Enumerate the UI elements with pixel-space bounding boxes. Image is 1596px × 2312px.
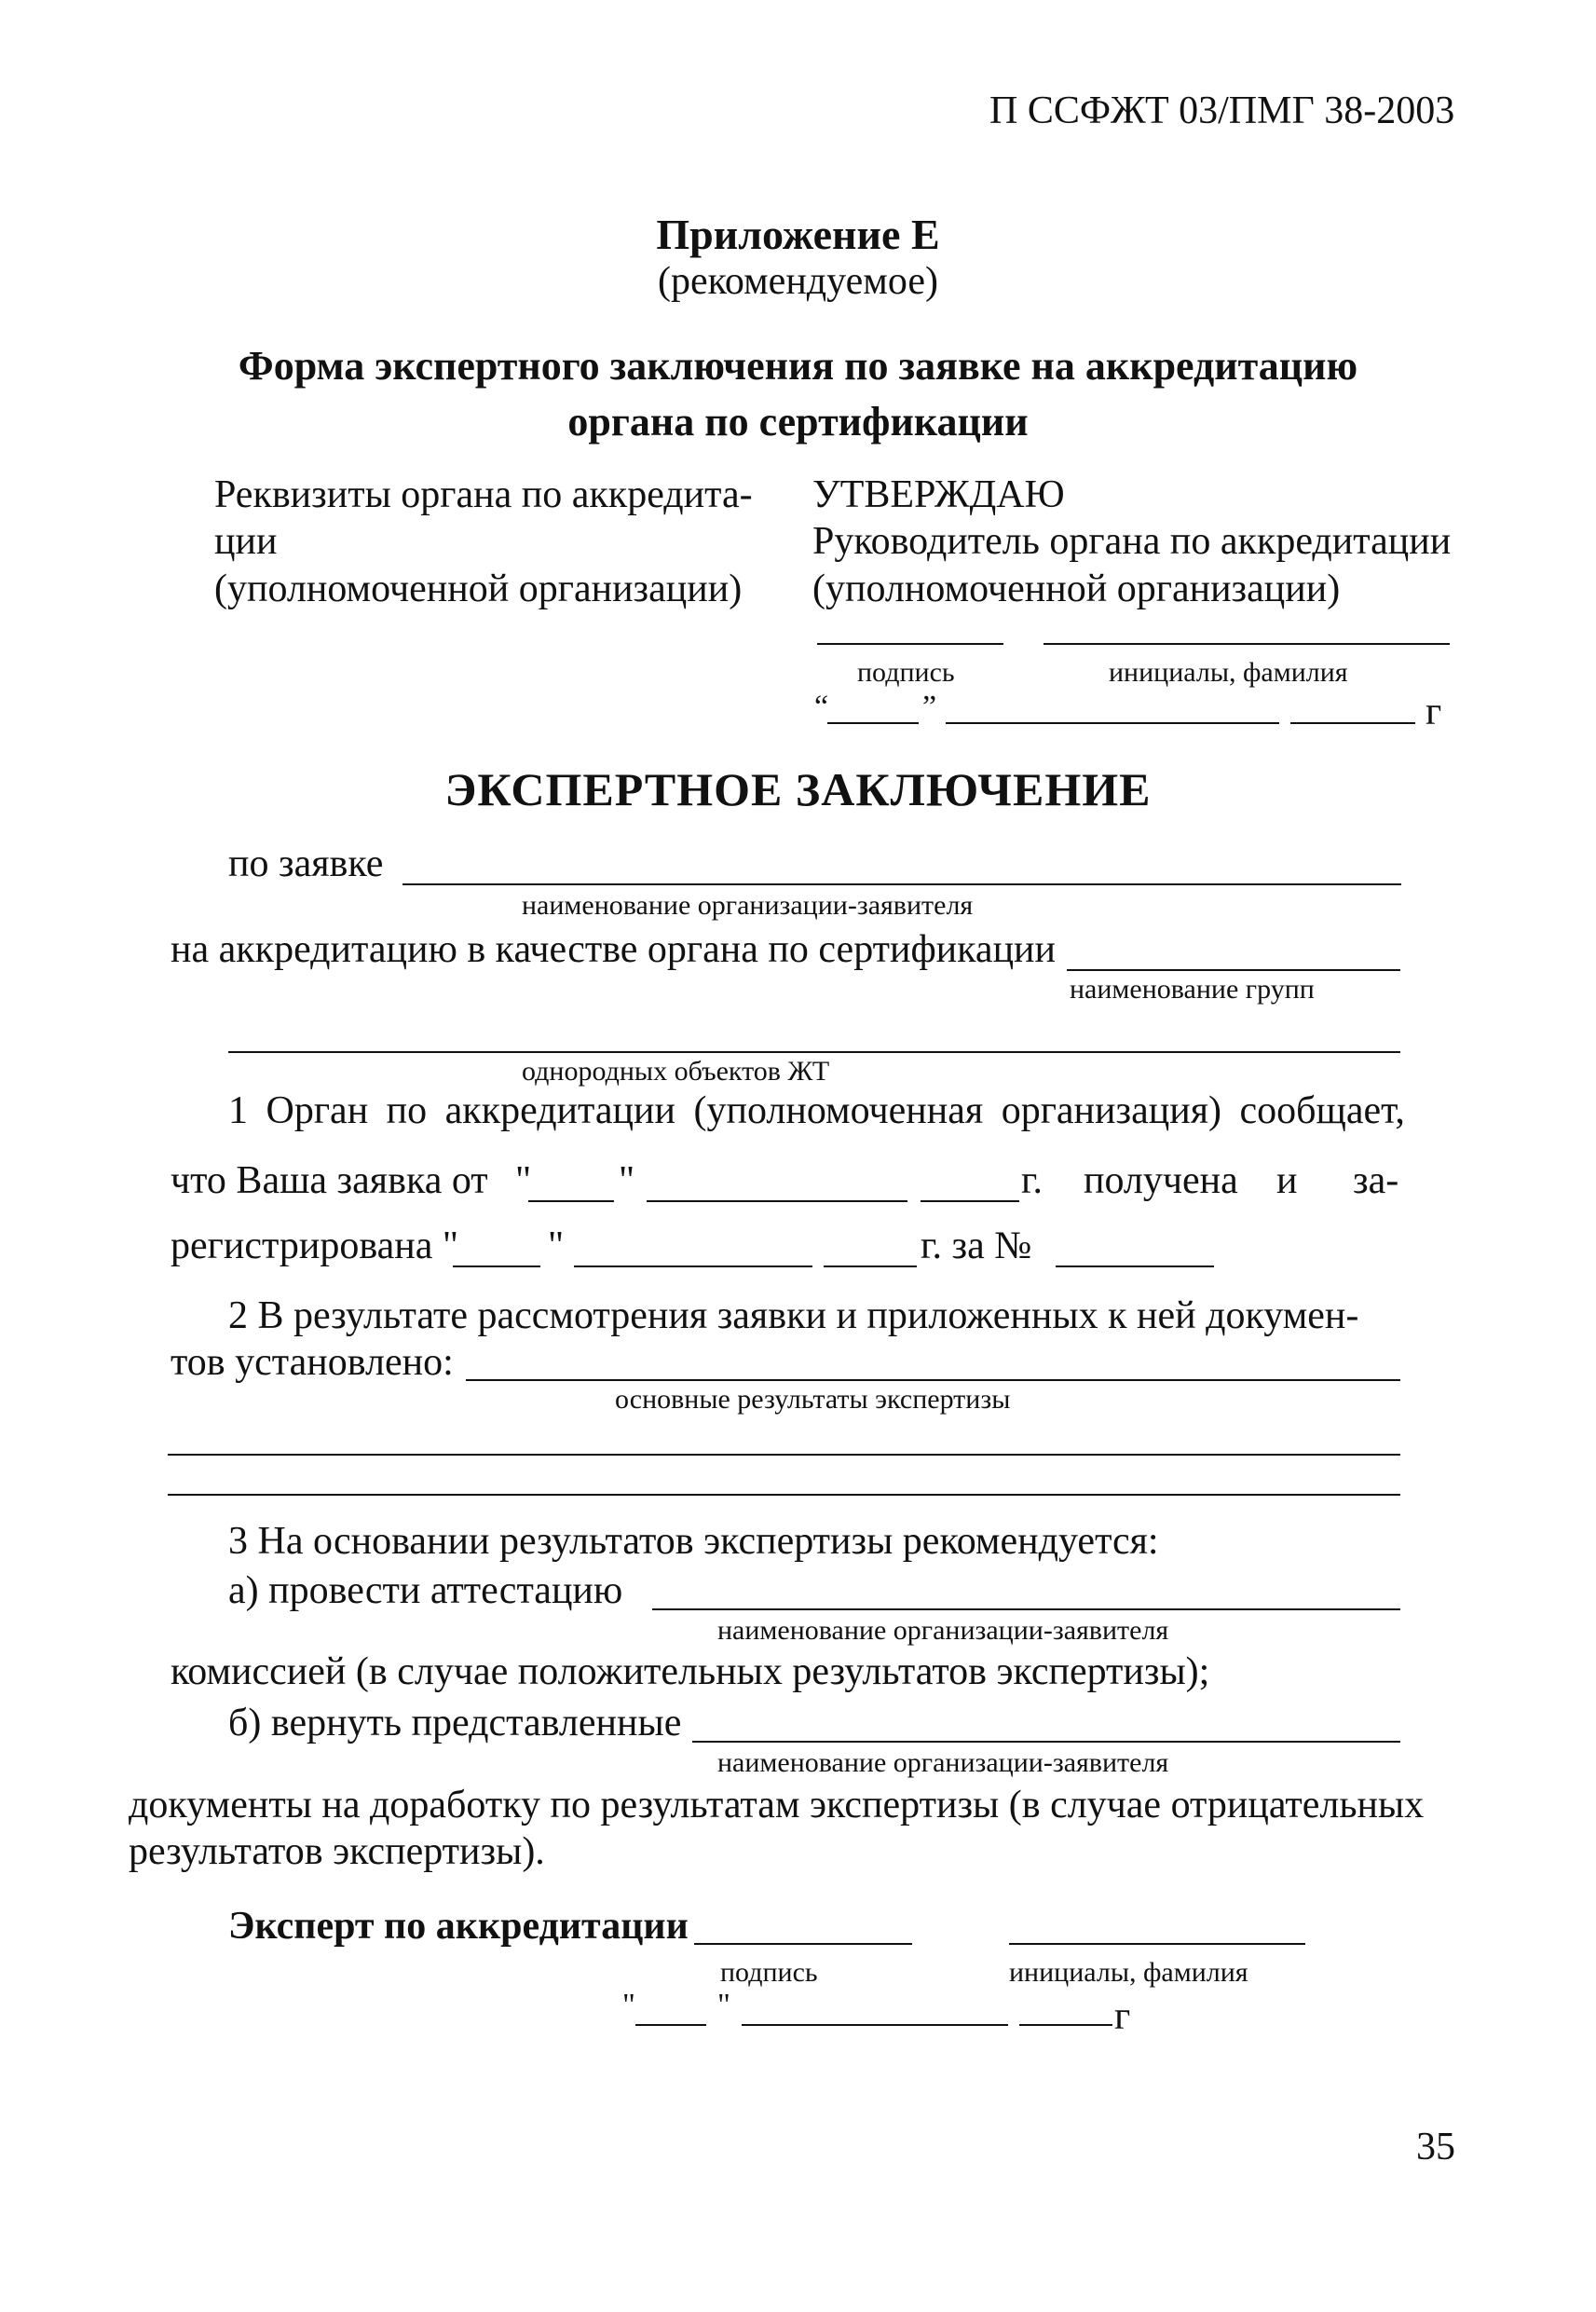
expert-date-quote-close: "	[717, 1988, 730, 2022]
caption-org-2: наименование организации-заявителя	[717, 1615, 1169, 1646]
main-title: ЭКСПЕРТНОЕ ЗАКЛЮЧЕНИЕ	[444, 763, 1152, 815]
form-title-line-2: органа по сертификации	[567, 399, 1029, 445]
p1-reg-number-field[interactable]	[1056, 1265, 1214, 1267]
p3-b-org-field[interactable]	[692, 1741, 1400, 1743]
groups-field[interactable]	[1067, 969, 1400, 971]
expert-date-year-field[interactable]	[1019, 2024, 1112, 2026]
p2-results-field-2[interactable]	[168, 1454, 1400, 1456]
expert-name-field[interactable]	[1009, 1943, 1305, 1945]
approve-signature-line	[817, 643, 1003, 645]
p1-reg-month-field[interactable]	[574, 1265, 812, 1267]
annex-subtitle: (рекомендуемое)	[658, 260, 938, 303]
p1-date-quote-open: "	[515, 1159, 532, 1202]
approve-date-quote-close: ”	[922, 690, 937, 724]
p3-a-continuation: комиссией (в случае положительных результатов экспертизы);	[171, 1650, 1210, 1693]
p2-results-field[interactable]	[466, 1379, 1400, 1381]
caption-objects: однородных объектов ЖТ	[522, 1056, 830, 1087]
expert-year-suffix: г	[1114, 1995, 1131, 2038]
approve-year-suffix: г	[1425, 691, 1442, 733]
requisites-line-1: Реквизиты органа по аккредита-	[214, 473, 753, 516]
approve-name-caption: инициалы, фамилия	[1109, 657, 1348, 688]
p1-line-1: 1 Орган по аккредитации (уполномоченная организация) сообщает,	[228, 1089, 1405, 1132]
approve-line-2: Руководитель органа по аккредитации	[812, 520, 1452, 563]
annex-title: Приложение Е	[656, 211, 940, 258]
expert-signature-caption: подпись	[720, 1957, 818, 1988]
p1-reg-day-field[interactable]	[453, 1265, 540, 1267]
page-number: 35	[1416, 2126, 1455, 2168]
document-code: П ССФЖТ 03/ПМГ 38-2003	[989, 89, 1455, 132]
p3-a-org-field[interactable]	[652, 1608, 1400, 1610]
p2-line-2: тов установлено:	[171, 1341, 454, 1384]
on-request-label: по заявке	[228, 842, 384, 885]
expert-label: Эксперт по аккредитации	[228, 1905, 689, 1948]
p2-line-1: 2 В результате рассмотрения заявки и приложенных к ней докумен-	[228, 1294, 1359, 1337]
p1-and: и	[1276, 1159, 1298, 1202]
approve-date-month-line	[946, 722, 1279, 724]
approve-name-line	[1044, 643, 1450, 645]
p1-date-day-field[interactable]	[528, 1200, 614, 1202]
p3-b-text: б) вернуть представленные	[228, 1702, 682, 1744]
p2-results-field-3[interactable]	[168, 1494, 1400, 1496]
p1-date-year-field[interactable]	[921, 1200, 1019, 1202]
expert-signature-field[interactable]	[694, 1943, 912, 1945]
caption-applicant-org: наименование организации-заявителя	[522, 890, 974, 921]
p1-reg-year-field[interactable]	[824, 1265, 917, 1267]
approve-signature-caption: подпись	[857, 657, 955, 688]
applicant-org-field[interactable]	[402, 883, 1401, 885]
accreditation-line-text: на аккредитацию в качестве органа по сертификации	[171, 928, 1057, 971]
approve-date-quote-open: “	[814, 690, 829, 724]
caption-results: основные результаты экспертизы	[615, 1384, 1011, 1415]
p3-b-continuation-1: документы на доработку по результатам экспертизы (в случае отрицательных	[129, 1784, 1425, 1826]
caption-org-3: наименование организации-заявителя	[717, 1747, 1169, 1778]
p1-line-3-text: регистрирована "	[171, 1224, 459, 1267]
requisites-line-3: (уполномоченной организации)	[214, 568, 743, 610]
groups-field-cont[interactable]	[228, 1051, 1400, 1053]
p1-line-2-text: что Ваша заявка от	[171, 1159, 488, 1202]
form-title-line-1: Форма экспертного заключения по заявке на аккредитацию	[238, 343, 1358, 389]
p1-date-quote-close: "	[619, 1159, 635, 1202]
requisites-line-2: ции	[214, 520, 278, 563]
caption-groups: наименование групп	[1070, 974, 1315, 1005]
p3-b-continuation-2: результатов экспертизы).	[129, 1830, 545, 1873]
approve-date-day-line	[827, 722, 919, 724]
expert-date-day-field[interactable]	[635, 2024, 706, 2026]
p1-received: получена	[1084, 1159, 1238, 1202]
p3-line-1: 3 На основании результатов экспертизы рекомендуется:	[228, 1520, 1159, 1563]
expert-date-quote-open: "	[622, 1988, 635, 2022]
p1-date-month-field[interactable]	[647, 1200, 907, 1202]
p1-reg-quote-close: "	[548, 1224, 565, 1267]
p3-a-text: а) провести аттестацию	[228, 1569, 623, 1612]
approve-date-year-line	[1290, 722, 1415, 724]
approve-line-3: (уполномоченной организации)	[812, 568, 1341, 610]
expert-date-month-field[interactable]	[742, 2024, 1008, 2026]
p1-hyphen-part: за-	[1353, 1159, 1399, 1202]
expert-name-caption: инициалы, фамилия	[1009, 1957, 1248, 1988]
p1-year-suffix: г.	[1021, 1159, 1043, 1202]
p1-reg-number-label: г. за №	[921, 1224, 1032, 1267]
approve-label: УТВЕРЖДАЮ	[812, 473, 1065, 516]
